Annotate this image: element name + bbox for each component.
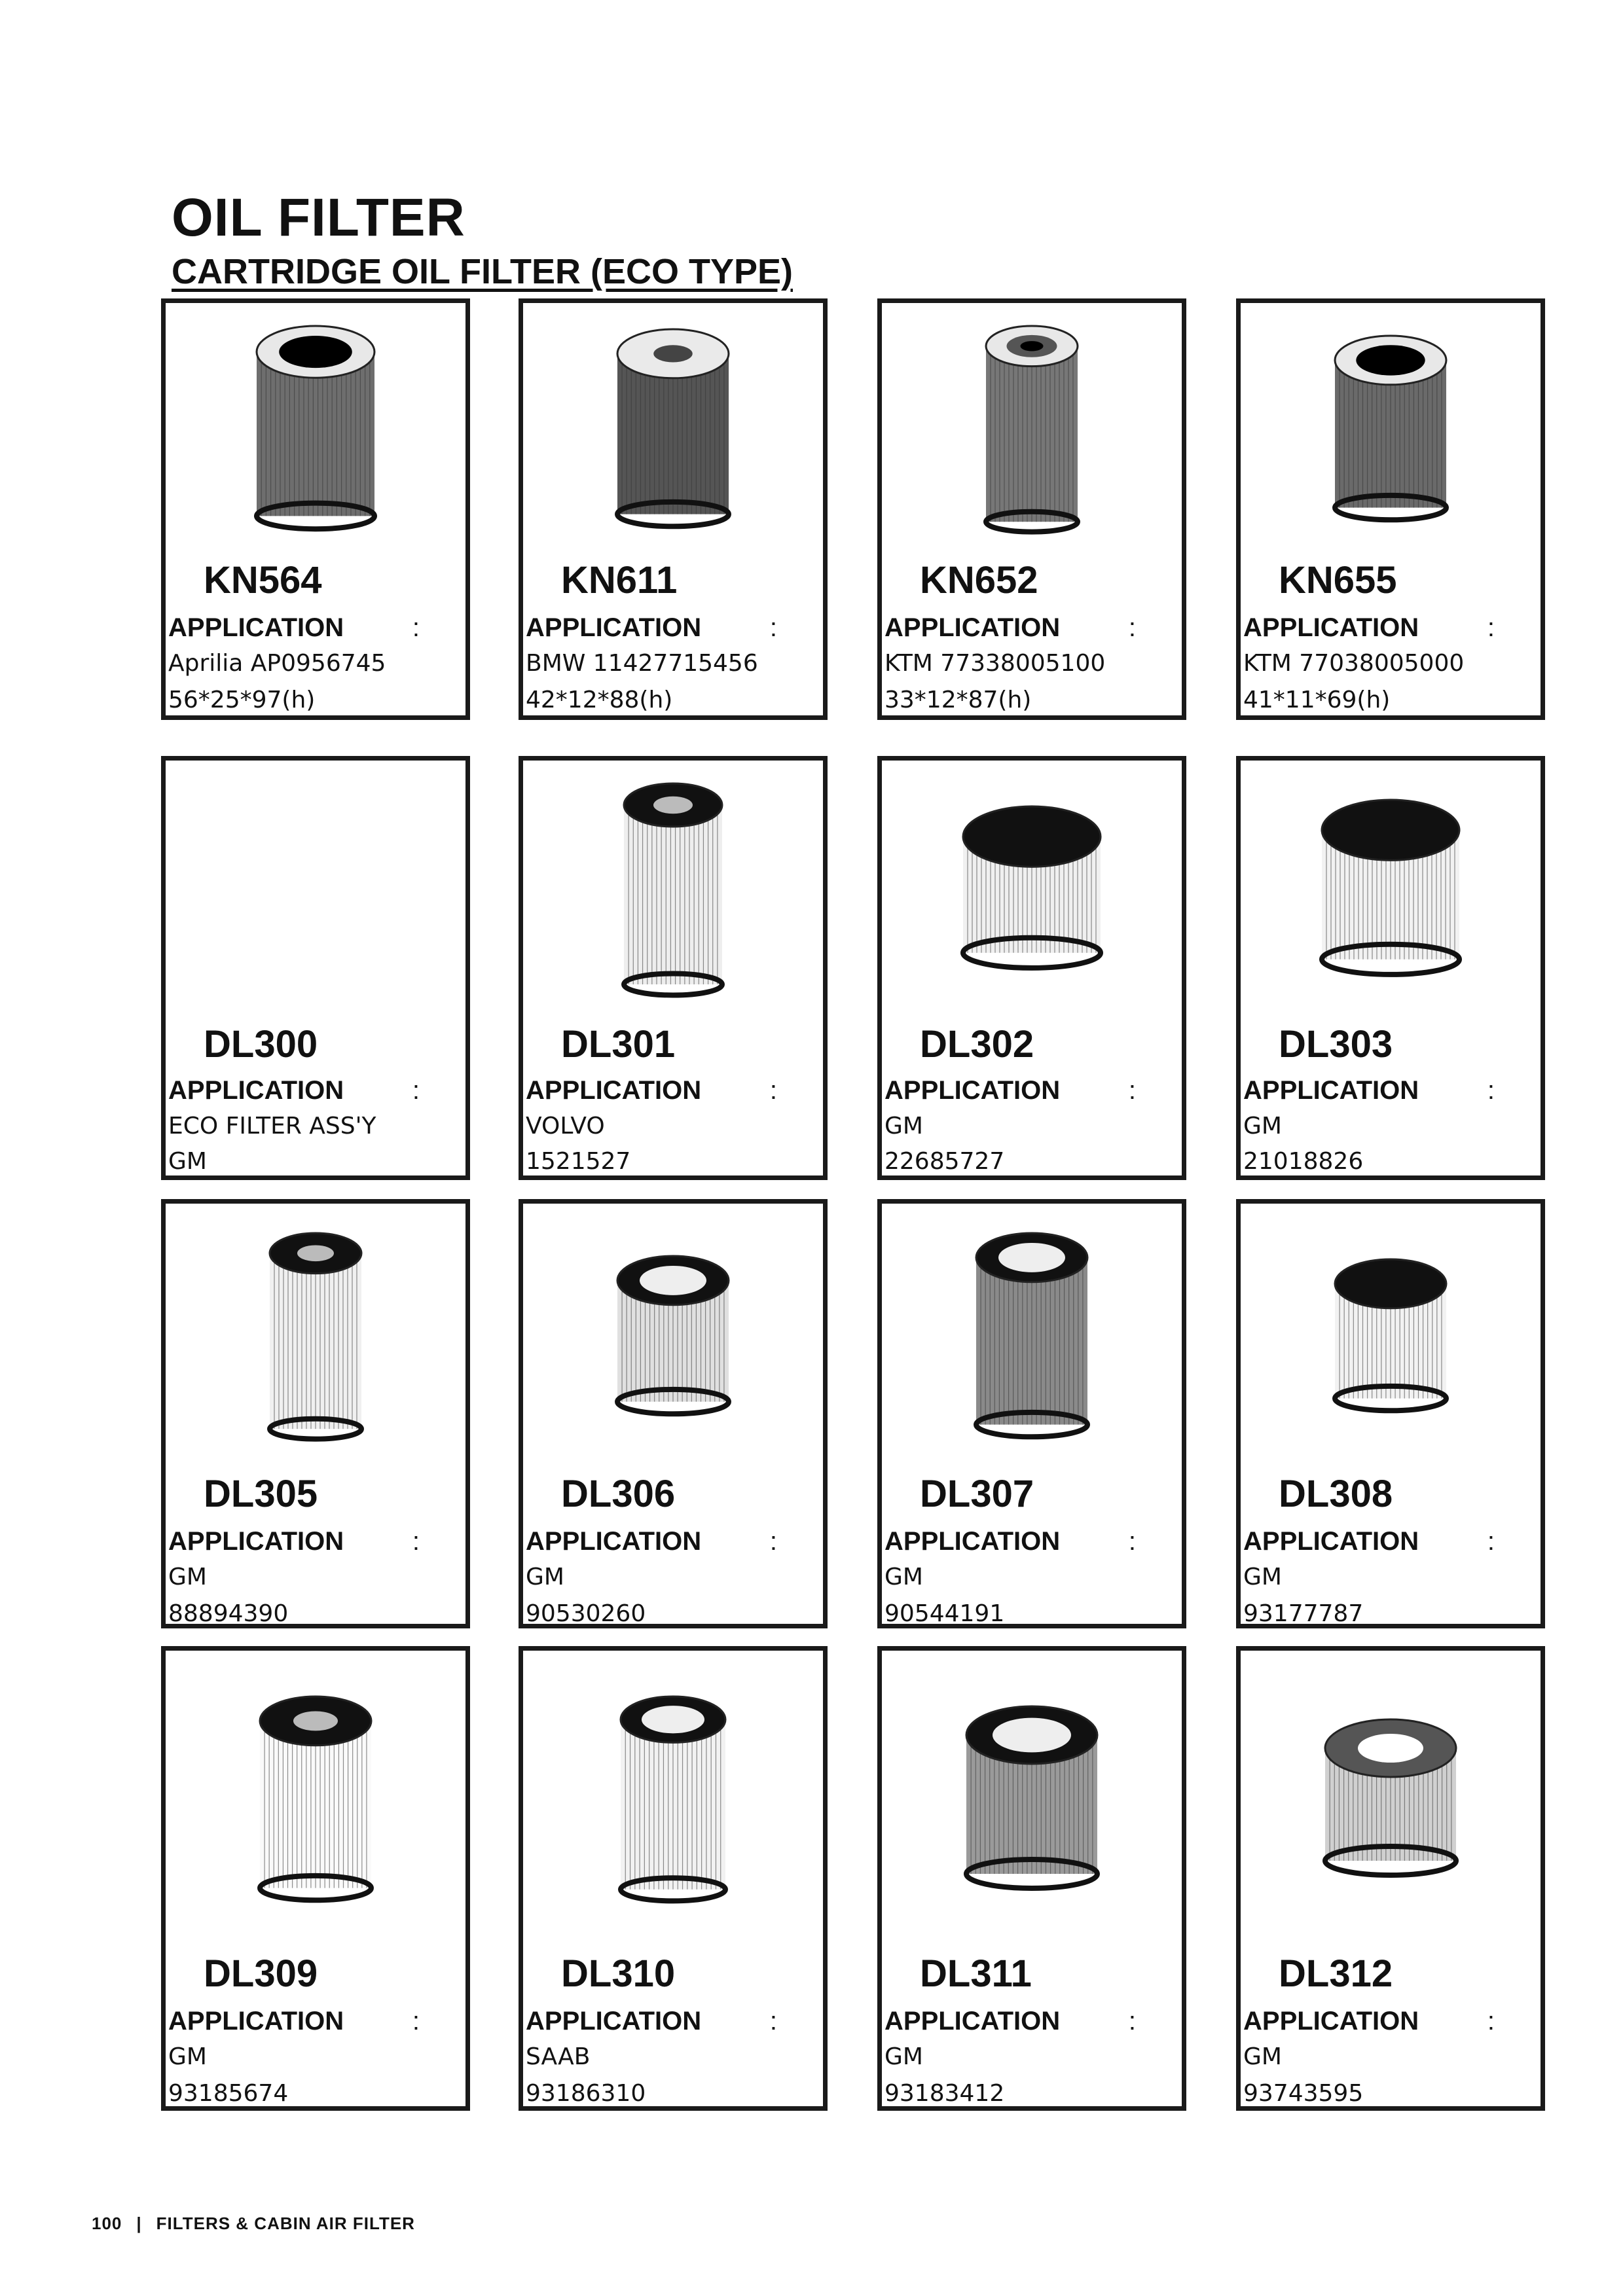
product-code: DL310 bbox=[561, 1952, 676, 1995]
filter-top-cap bbox=[1322, 800, 1459, 860]
filter-icon bbox=[604, 316, 742, 552]
filter-top-cap bbox=[1335, 1259, 1446, 1308]
product-card bbox=[519, 1646, 828, 2111]
application-line-1: GM bbox=[884, 2043, 923, 2070]
application-colon: : bbox=[1128, 2007, 1136, 2036]
product-card bbox=[161, 756, 470, 1180]
application-colon: : bbox=[1128, 1076, 1136, 1105]
application-colon: : bbox=[412, 613, 420, 642]
application-colon: : bbox=[412, 2007, 420, 2036]
application-line-1: GM bbox=[1243, 2043, 1282, 2070]
product-card bbox=[877, 1199, 1186, 1628]
product-image bbox=[523, 1204, 823, 1479]
product-card bbox=[1236, 298, 1545, 720]
product-code: DL300 bbox=[204, 1023, 318, 1066]
application-colon: : bbox=[1487, 613, 1495, 642]
application-colon: : bbox=[1128, 613, 1136, 642]
product-code: DL312 bbox=[1279, 1952, 1393, 1995]
filter-icon bbox=[608, 1683, 739, 1926]
application-colon: : bbox=[1487, 2007, 1495, 2036]
filter-center-hole bbox=[653, 345, 693, 362]
application-line-1: GM bbox=[1243, 1113, 1282, 1139]
product-card bbox=[877, 1646, 1186, 2111]
product-card bbox=[877, 756, 1186, 1180]
page-number: 100 bbox=[92, 2214, 122, 2233]
page-title: OIL FILTER bbox=[172, 188, 465, 247]
application-label: APPLICATION bbox=[526, 1527, 702, 1556]
product-image bbox=[166, 761, 465, 1029]
product-code: KN652 bbox=[920, 559, 1038, 601]
application-line-2: 41*11*69(h) bbox=[1243, 687, 1391, 713]
product-code: DL301 bbox=[561, 1023, 676, 1066]
filter-icon bbox=[1322, 323, 1459, 545]
filter-center-hole bbox=[642, 1706, 704, 1733]
application-line-2: 90544191 bbox=[884, 1600, 1005, 1627]
application-label: APPLICATION bbox=[526, 1076, 702, 1105]
filter-center-hole bbox=[1358, 1734, 1423, 1763]
application-line-2: GM bbox=[168, 1148, 207, 1175]
product-card bbox=[519, 756, 828, 1180]
application-label: APPLICATION bbox=[526, 2007, 702, 2036]
application-colon: : bbox=[412, 1076, 420, 1105]
filter-center-hole bbox=[297, 1245, 334, 1261]
application-line-2: 93743595 bbox=[1243, 2080, 1364, 2107]
application-line-2: 33*12*87(h) bbox=[884, 687, 1032, 713]
filter-icon bbox=[1309, 787, 1472, 1003]
product-card bbox=[161, 1646, 470, 2111]
product-card bbox=[519, 1199, 828, 1628]
application-line-1: GM bbox=[884, 1113, 923, 1139]
product-card bbox=[1236, 1646, 1545, 2111]
product-image bbox=[882, 1651, 1182, 1958]
application-line-2: 21018826 bbox=[1243, 1148, 1364, 1175]
product-code: KN611 bbox=[561, 559, 678, 601]
application-colon: : bbox=[1487, 1527, 1495, 1556]
filter-icon bbox=[611, 770, 735, 1019]
product-image bbox=[882, 761, 1182, 1029]
filter-icon bbox=[1312, 1706, 1469, 1903]
product-card bbox=[161, 298, 470, 720]
application-label: APPLICATION bbox=[168, 1076, 344, 1105]
product-image bbox=[523, 1651, 823, 1958]
product-image bbox=[1241, 1651, 1541, 1958]
application-line-1: KTM 77038005000 bbox=[1243, 650, 1465, 677]
application-line-2: 93177787 bbox=[1243, 1600, 1364, 1627]
application-line-2: 56*25*97(h) bbox=[168, 687, 316, 713]
application-label: APPLICATION bbox=[884, 1076, 1061, 1105]
product-image bbox=[166, 1204, 465, 1479]
application-colon: : bbox=[412, 1527, 420, 1556]
product-code: DL311 bbox=[920, 1952, 1032, 1995]
application-label: APPLICATION bbox=[168, 1527, 344, 1556]
product-code: DL305 bbox=[204, 1473, 318, 1515]
filter-body bbox=[624, 805, 722, 984]
product-image bbox=[882, 303, 1182, 565]
product-card bbox=[161, 1199, 470, 1628]
product-code: DL308 bbox=[1279, 1473, 1393, 1515]
filter-center-hole bbox=[998, 1243, 1065, 1272]
application-line-1: ECO FILTER ASS'Y bbox=[168, 1113, 376, 1139]
application-label: APPLICATION bbox=[526, 613, 702, 642]
application-line-2: 90530260 bbox=[526, 1600, 646, 1627]
product-card bbox=[1236, 1199, 1545, 1628]
filter-icon bbox=[953, 1693, 1110, 1916]
page-footer bbox=[92, 2214, 415, 2234]
product-code: DL309 bbox=[204, 1952, 318, 1995]
product-card bbox=[877, 298, 1186, 720]
product-code: DL303 bbox=[1279, 1023, 1393, 1066]
product-image bbox=[1241, 761, 1541, 1029]
application-label: APPLICATION bbox=[884, 613, 1061, 642]
product-code: DL306 bbox=[561, 1473, 676, 1515]
application-line-2: 88894390 bbox=[168, 1600, 289, 1627]
filter-center-hole bbox=[993, 1718, 1071, 1753]
application-line-1: GM bbox=[168, 2043, 207, 2070]
footer-separator: | bbox=[136, 2214, 142, 2233]
filter-center-hole bbox=[279, 336, 352, 368]
product-code: KN564 bbox=[204, 559, 322, 601]
application-line-1: GM bbox=[168, 1564, 207, 1590]
product-image bbox=[1241, 303, 1541, 565]
filter-icon bbox=[257, 1220, 374, 1462]
application-line-1: VOLVO bbox=[526, 1113, 605, 1139]
product-image bbox=[1241, 1204, 1541, 1479]
application-line-1: GM bbox=[1243, 1564, 1282, 1590]
filter-icon bbox=[963, 1220, 1101, 1462]
application-colon: : bbox=[1487, 1076, 1495, 1105]
filter-icon bbox=[247, 1683, 384, 1926]
filter-center-hole bbox=[1021, 341, 1044, 351]
filter-top-cap bbox=[963, 806, 1101, 867]
filter-center-hole bbox=[653, 797, 693, 814]
product-code: DL302 bbox=[920, 1023, 1034, 1066]
filter-center-hole bbox=[640, 1266, 706, 1295]
application-line-2: 93186310 bbox=[526, 2080, 646, 2107]
application-line-2: 42*12*88(h) bbox=[526, 687, 673, 713]
application-colon: : bbox=[769, 1076, 777, 1105]
product-image bbox=[166, 303, 465, 565]
application-line-1: KTM 77338005100 bbox=[884, 650, 1106, 677]
application-colon: : bbox=[1128, 1527, 1136, 1556]
application-label: APPLICATION bbox=[168, 613, 344, 642]
application-line-1: SAAB bbox=[526, 2043, 591, 2070]
application-line-2: 1521527 bbox=[526, 1148, 631, 1175]
application-line-2: 22685727 bbox=[884, 1148, 1005, 1175]
filter-icon bbox=[604, 1243, 742, 1439]
application-line-1: Aprilia AP0956745 bbox=[168, 650, 386, 677]
application-line-1: BMW 11427715456 bbox=[526, 650, 758, 677]
application-colon: : bbox=[769, 613, 777, 642]
footer-section: FILTERS & CABIN AIR FILTER bbox=[156, 2214, 415, 2233]
filter-icon bbox=[1322, 1246, 1459, 1436]
application-line-2: 93185674 bbox=[168, 2080, 289, 2107]
application-label: APPLICATION bbox=[1243, 2007, 1419, 2036]
product-code: KN655 bbox=[1279, 559, 1397, 601]
product-image bbox=[882, 1204, 1182, 1479]
application-line-1: GM bbox=[526, 1564, 564, 1590]
filter-icon bbox=[973, 313, 1091, 555]
product-image bbox=[523, 761, 823, 1029]
application-label: APPLICATION bbox=[884, 2007, 1061, 2036]
application-colon: : bbox=[769, 1527, 777, 1556]
product-card bbox=[1236, 756, 1545, 1180]
application-label: APPLICATION bbox=[884, 1527, 1061, 1556]
page-subtitle: CARTRIDGE OIL FILTER (ECO TYPE) bbox=[172, 252, 793, 291]
product-image bbox=[166, 1651, 465, 1958]
product-card bbox=[519, 298, 828, 720]
application-label: APPLICATION bbox=[1243, 613, 1419, 642]
application-line-2: 93183412 bbox=[884, 2080, 1005, 2107]
application-label: APPLICATION bbox=[168, 2007, 344, 2036]
application-label: APPLICATION bbox=[1243, 1076, 1419, 1105]
filter-icon bbox=[950, 793, 1114, 996]
filter-center-hole bbox=[293, 1711, 338, 1731]
application-label: APPLICATION bbox=[1243, 1527, 1419, 1556]
product-code: DL307 bbox=[920, 1473, 1034, 1515]
application-colon: : bbox=[769, 2007, 777, 2036]
filter-center-hole bbox=[1356, 345, 1425, 375]
application-line-1: GM bbox=[884, 1564, 923, 1590]
product-image bbox=[523, 303, 823, 565]
filter-icon bbox=[244, 313, 388, 555]
